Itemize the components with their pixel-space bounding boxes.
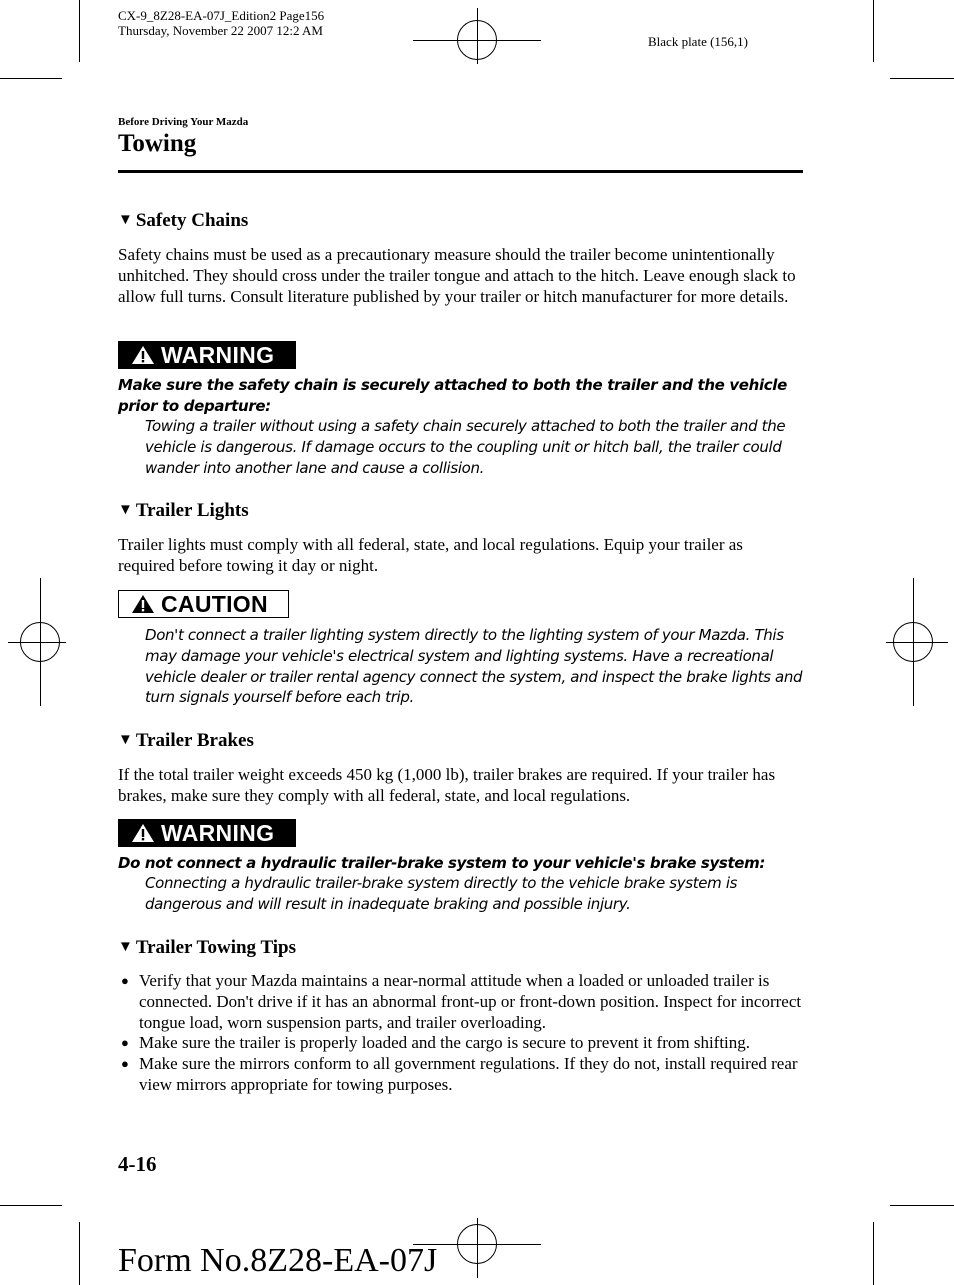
bullet-icon: ● xyxy=(121,973,129,988)
list-item xyxy=(118,1054,799,1096)
section-eyebrow: Before Driving Your Mazda xyxy=(118,116,249,128)
heading-text: Trailer Towing Tips xyxy=(135,937,297,958)
heading-text: Safety Chains xyxy=(135,210,249,231)
heading-safety-chains xyxy=(118,210,248,232)
triangle-down-icon: ▼ xyxy=(118,211,133,228)
warning-label: WARNING xyxy=(161,819,275,846)
warning-text: Connecting a hydraulic trailer-brake system directly to the vehicle brake system is dangerous and will result in inadequate braking and possible injury. xyxy=(145,874,738,913)
slug-line-1: CX-9_8Z28-EA-07J_Edition2 Page156 xyxy=(118,8,325,23)
print-slug xyxy=(118,8,324,38)
caution-triangle-icon xyxy=(131,594,155,614)
towing-tips-list xyxy=(118,971,808,1096)
warning-text: Towing a trailer without using a safety chain securely attached to both the trailer and the vehicle is dangerous. If damage occurs to the coupling unit or hitch ball, the trailer could wander into another lane and cause a collision. xyxy=(145,417,786,477)
trailer-brakes-body: If the total trailer weight exceeds 450 kg (1,000 lb), trailer brakes are required. If your trailer has brakes, make sure they comply with all federal, state, and local regulations. xyxy=(118,765,776,805)
warning-label: WARNING xyxy=(161,341,275,368)
title-rule xyxy=(118,170,803,173)
triangle-down-icon: ▼ xyxy=(118,501,133,518)
warning-triangle-icon xyxy=(131,823,155,843)
list-item xyxy=(118,1033,779,1054)
heading-trailer-brakes xyxy=(118,730,254,752)
list-item-text: Verify that your Mazda maintains a near-normal attitude when a loaded or unloaded trailer is connected. Don't drive if it has an abnormal front-up or front-down position. Inspect for incorrect tongue load, worn suspension parts, and trailer overloading. xyxy=(139,971,802,1032)
triangle-down-icon: ▼ xyxy=(118,731,133,748)
warning-lead: Do not connect a hydraulic trailer-brake system to your vehicle's brake system: xyxy=(118,854,766,872)
heading-trailer-lights xyxy=(118,500,249,522)
bullet-icon: ● xyxy=(121,1035,129,1051)
caution-badge xyxy=(118,590,289,618)
heading-text: Trailer Brakes xyxy=(135,730,254,751)
warning-badge xyxy=(118,341,296,369)
warning-lead: Make sure the safety chain is securely attached to both the trailer and the vehicle prior to departure: xyxy=(118,376,787,415)
plate-label: Black plate (156,1) xyxy=(648,34,748,49)
form-number: Form No.8Z28-EA-07J xyxy=(118,1242,438,1279)
slug-line-2: Thursday, November 22 2007 12:2 AM xyxy=(118,23,323,38)
caution-text: Don't connect a trailer lighting system directly to the lighting system of your Mazda. This may damage your vehicle's electrical system and lighting systems. Have a recreational vehicle dealer or trailer rental agency connect the system, and inspect the brake lights and turn signals yourself before each trip. xyxy=(145,626,803,707)
warning-triangle-icon xyxy=(131,345,155,365)
triangle-down-icon: ▼ xyxy=(118,938,133,955)
list-item-text: Make sure the trailer is properly loaded and the cargo is secure to prevent it from shifting. xyxy=(139,1033,751,1053)
warning-badge xyxy=(118,819,296,847)
heading-towing-tips xyxy=(118,937,296,959)
list-item xyxy=(118,971,808,1033)
heading-text: Trailer Lights xyxy=(135,500,249,521)
list-item-text: Make sure the mirrors conform to all government regulations. If they do not, install required rear view mirrors appropriate for towing purposes. xyxy=(139,1054,798,1094)
page-number: 4-16 xyxy=(118,1152,157,1176)
safety-chains-body: Safety chains must be used as a precautionary measure should the trailer become unintentionally unhitched. They should cross under the trailer tongue and attach to the hitch. Leave enough slack to allow full turns. Consult literature published by your trailer or hitch manufacturer for more details. xyxy=(118,245,796,306)
caution-label: CAUTION xyxy=(161,590,268,617)
page-title: Towing xyxy=(118,130,197,157)
bullet-icon: ● xyxy=(121,1056,129,1072)
trailer-lights-body: Trailer lights must comply with all federal, state, and local regulations. Equip your trailer as required before towing it day or night. xyxy=(118,535,743,575)
